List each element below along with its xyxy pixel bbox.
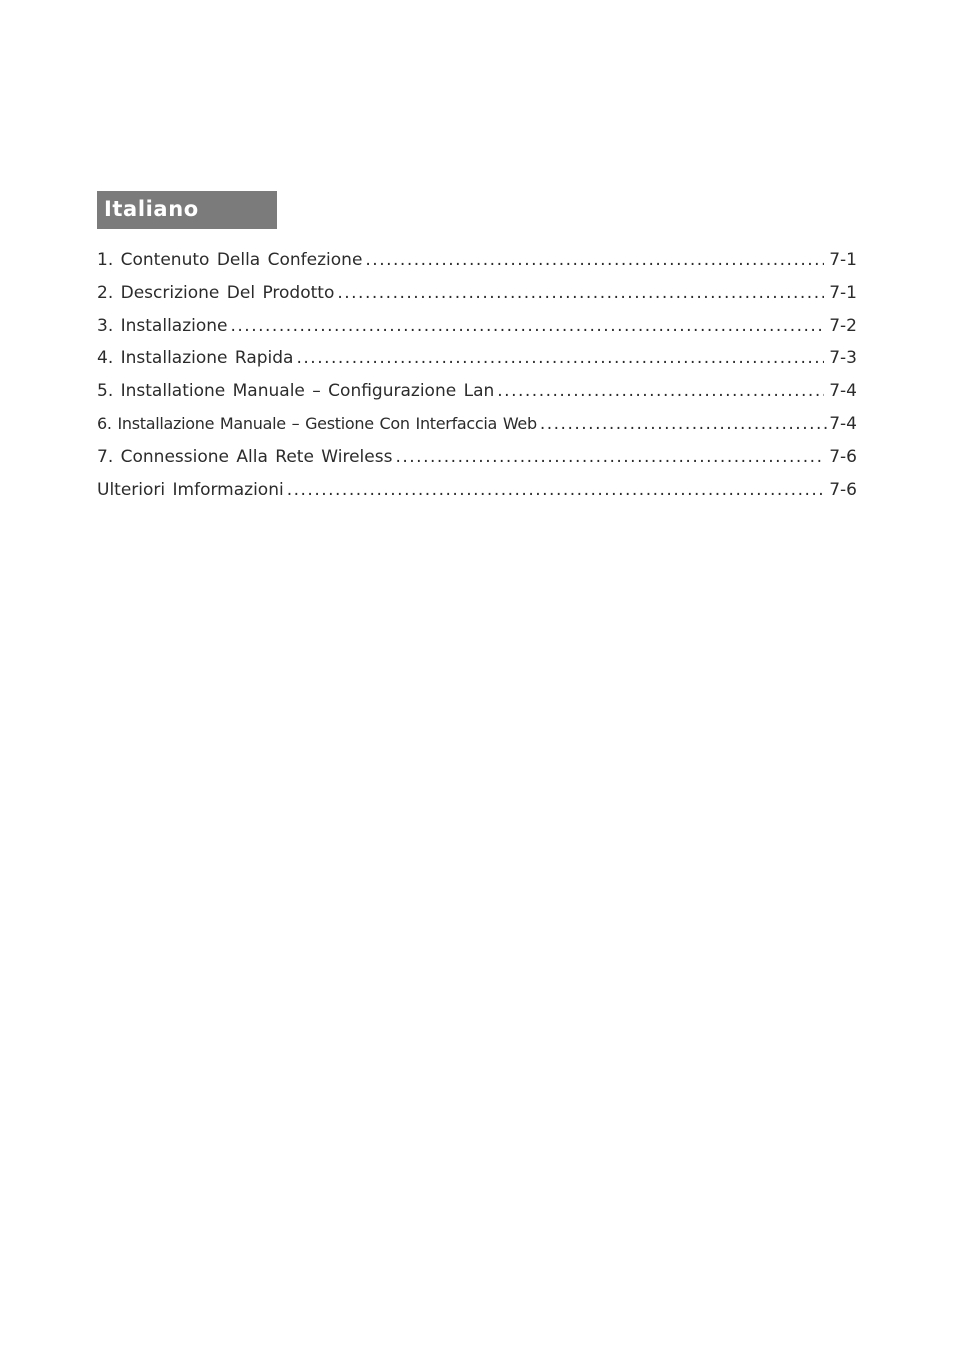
- table-of-contents: [97, 244, 857, 506]
- toc-entry-page: 7-3: [829, 348, 857, 369]
- toc-leader-dots: [337, 277, 824, 310]
- toc-leader-dots: [365, 244, 824, 277]
- toc-entry-5[interactable]: [97, 375, 857, 408]
- section-header: [97, 191, 277, 229]
- toc-entry-8[interactable]: [97, 474, 857, 507]
- toc-entry-label: 3. Installazione: [97, 315, 228, 336]
- toc-entry-label: 7. Connessione Alla Rete Wireless: [97, 446, 393, 467]
- toc-entry-page: 7-6: [829, 479, 857, 500]
- toc-entry-page: 7-1: [829, 250, 857, 270]
- toc-leader-dots: [296, 342, 824, 375]
- toc-entry-label: 2. Descrizione Del Prodotto: [97, 282, 335, 303]
- toc-entry-7[interactable]: [97, 441, 857, 474]
- toc-entry-label: 1. Contenuto Della Confezione: [97, 250, 363, 270]
- toc-entry-label: 6. Installazione Manuale – Gestione Con Interfaccia Web: [97, 413, 537, 433]
- toc-leader-dots: [231, 310, 825, 343]
- section-title: Italiano: [104, 196, 199, 221]
- toc-leader-dots: [395, 441, 824, 474]
- toc-entry-4[interactable]: [97, 342, 857, 375]
- toc-entry-page: 7-2: [829, 315, 857, 336]
- toc-entry-page: 7-6: [829, 446, 857, 467]
- toc-entry-label: 4. Installazione Rapida: [97, 348, 294, 369]
- toc-entry-page: 7-4: [829, 381, 857, 402]
- toc-entry-3[interactable]: [97, 310, 857, 343]
- toc-entry-1[interactable]: [97, 244, 857, 277]
- toc-leader-dots: [287, 474, 825, 507]
- toc-entry-6[interactable]: [97, 408, 857, 441]
- toc-entry-page: 7-1: [829, 282, 857, 303]
- toc-entry-2[interactable]: [97, 277, 857, 310]
- toc-leader-dots: [540, 408, 829, 441]
- toc-entry-label: Ulteriori Imformazioni: [97, 479, 284, 500]
- toc-entry-page: 7-4: [829, 413, 857, 434]
- toc-entry-label: 5. Installatione Manuale – Configurazione Lan: [97, 381, 495, 402]
- toc-leader-dots: [497, 375, 824, 408]
